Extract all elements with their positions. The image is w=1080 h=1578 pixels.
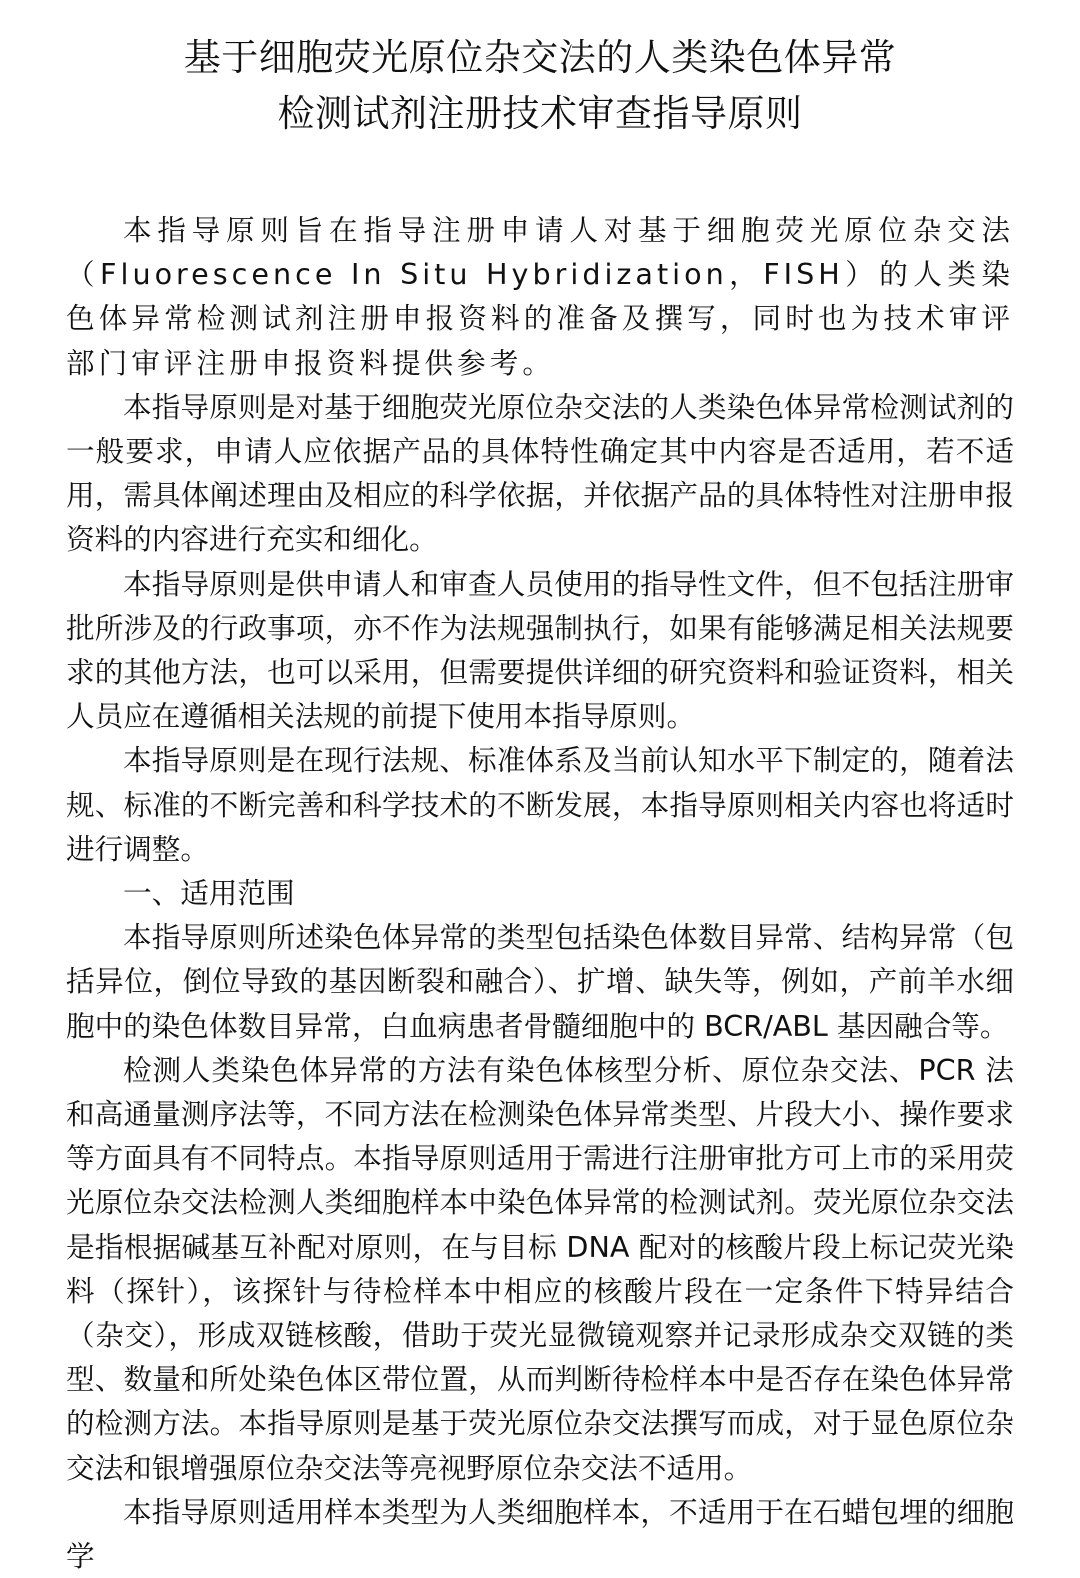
paragraph-detection-methods: 检测人类染色体异常的方法有染色体核型分析、原位杂交法、PCR 法和高通量测序法等，不同方法在检测染色体异常类型、片段大小、操作要求等方面具有不同特点。本指导原则适用于需进行注册审批方可上市的采用荧光原位杂交法检测人类细胞样本中染色体异常的检测试剂。荧光原位杂交法是指根据碱基互补配对原则，在与目标 DNA 配对的核酸片段上标记荧光染料（探针），该探针与待检样本中相应的核酸片段在一定条件下特异结合（杂交），形成双链核酸，借助于荧光显微镜观察并记录形成杂交双链的类型、数量和所处染色体区带位置，从而判断待检样本中是否存在染色体异常的检测方法。本指导原则是基于荧光原位杂交法撰写而成，对于显色原位杂交法和银增强原位杂交法等亮视野原位杂交法不适用。	[66, 1052, 1014, 1485]
title-line-2: 检测试剂注册技术审查指导原则	[277, 92, 803, 135]
paragraph-guidance-nature: 本指导原则是供申请人和审查人员使用的指导性文件，但不包括注册审批所涉及的行政事项，亦不作为法规强制执行，如果有能够满足相关法规要求的其他方法，也可以采用，但需要提供详细的研究资料和验证资料，相关人员应在遵循相关法规的前提下使用本指导原则。	[66, 566, 1014, 734]
paragraph-abnormality-types: 本指导原则所述染色体异常的类型包括染色体数目异常、结构异常（包括异位，倒位导致的基因断裂和融合）、扩增、缺失等，例如，产前羊水细胞中的染色体数目异常，白血病患者骨髓细胞中的 BCR/ABL 基因融合等。	[66, 920, 1014, 1043]
paragraph-revision-note: 本指导原则是在现行法规、标准体系及当前认知水平下制定的，随着法规、标准的不断完善和科学技术的不断发展，本指导原则相关内容也将适时进行调整。	[66, 743, 1014, 866]
section-heading-scope: 一、适用范围	[123, 876, 295, 911]
paragraph-sample-types: 本指导原则适用样本类型为人类细胞样本，不适用于在石蜡包埋的细胞学	[66, 1494, 1014, 1574]
paragraph-general-requirements: 本指导原则是对基于细胞荧光原位杂交法的人类染色体异常检测试剂的一般要求，申请人应依据产品的具体特性确定其中内容是否适用，若不适用，需具体阐述理由及相应的科学依据，并依据产品的具体特性对注册申报资料的内容进行充实和细化。	[66, 389, 1014, 557]
title-line-1: 基于细胞荧光原位杂交法的人类染色体异常	[183, 36, 897, 79]
document-title	[66, 30, 1014, 142]
paragraph-purpose: 本指导原则旨在指导注册申请人对基于细胞荧光原位杂交法（Fluorescence In Situ Hybridization，FISH）的人类染色体异常检测试剂注册申报资料的准备及撰写，同时也为技术审评部门审评注册申报资料提供参考。	[66, 213, 1014, 380]
